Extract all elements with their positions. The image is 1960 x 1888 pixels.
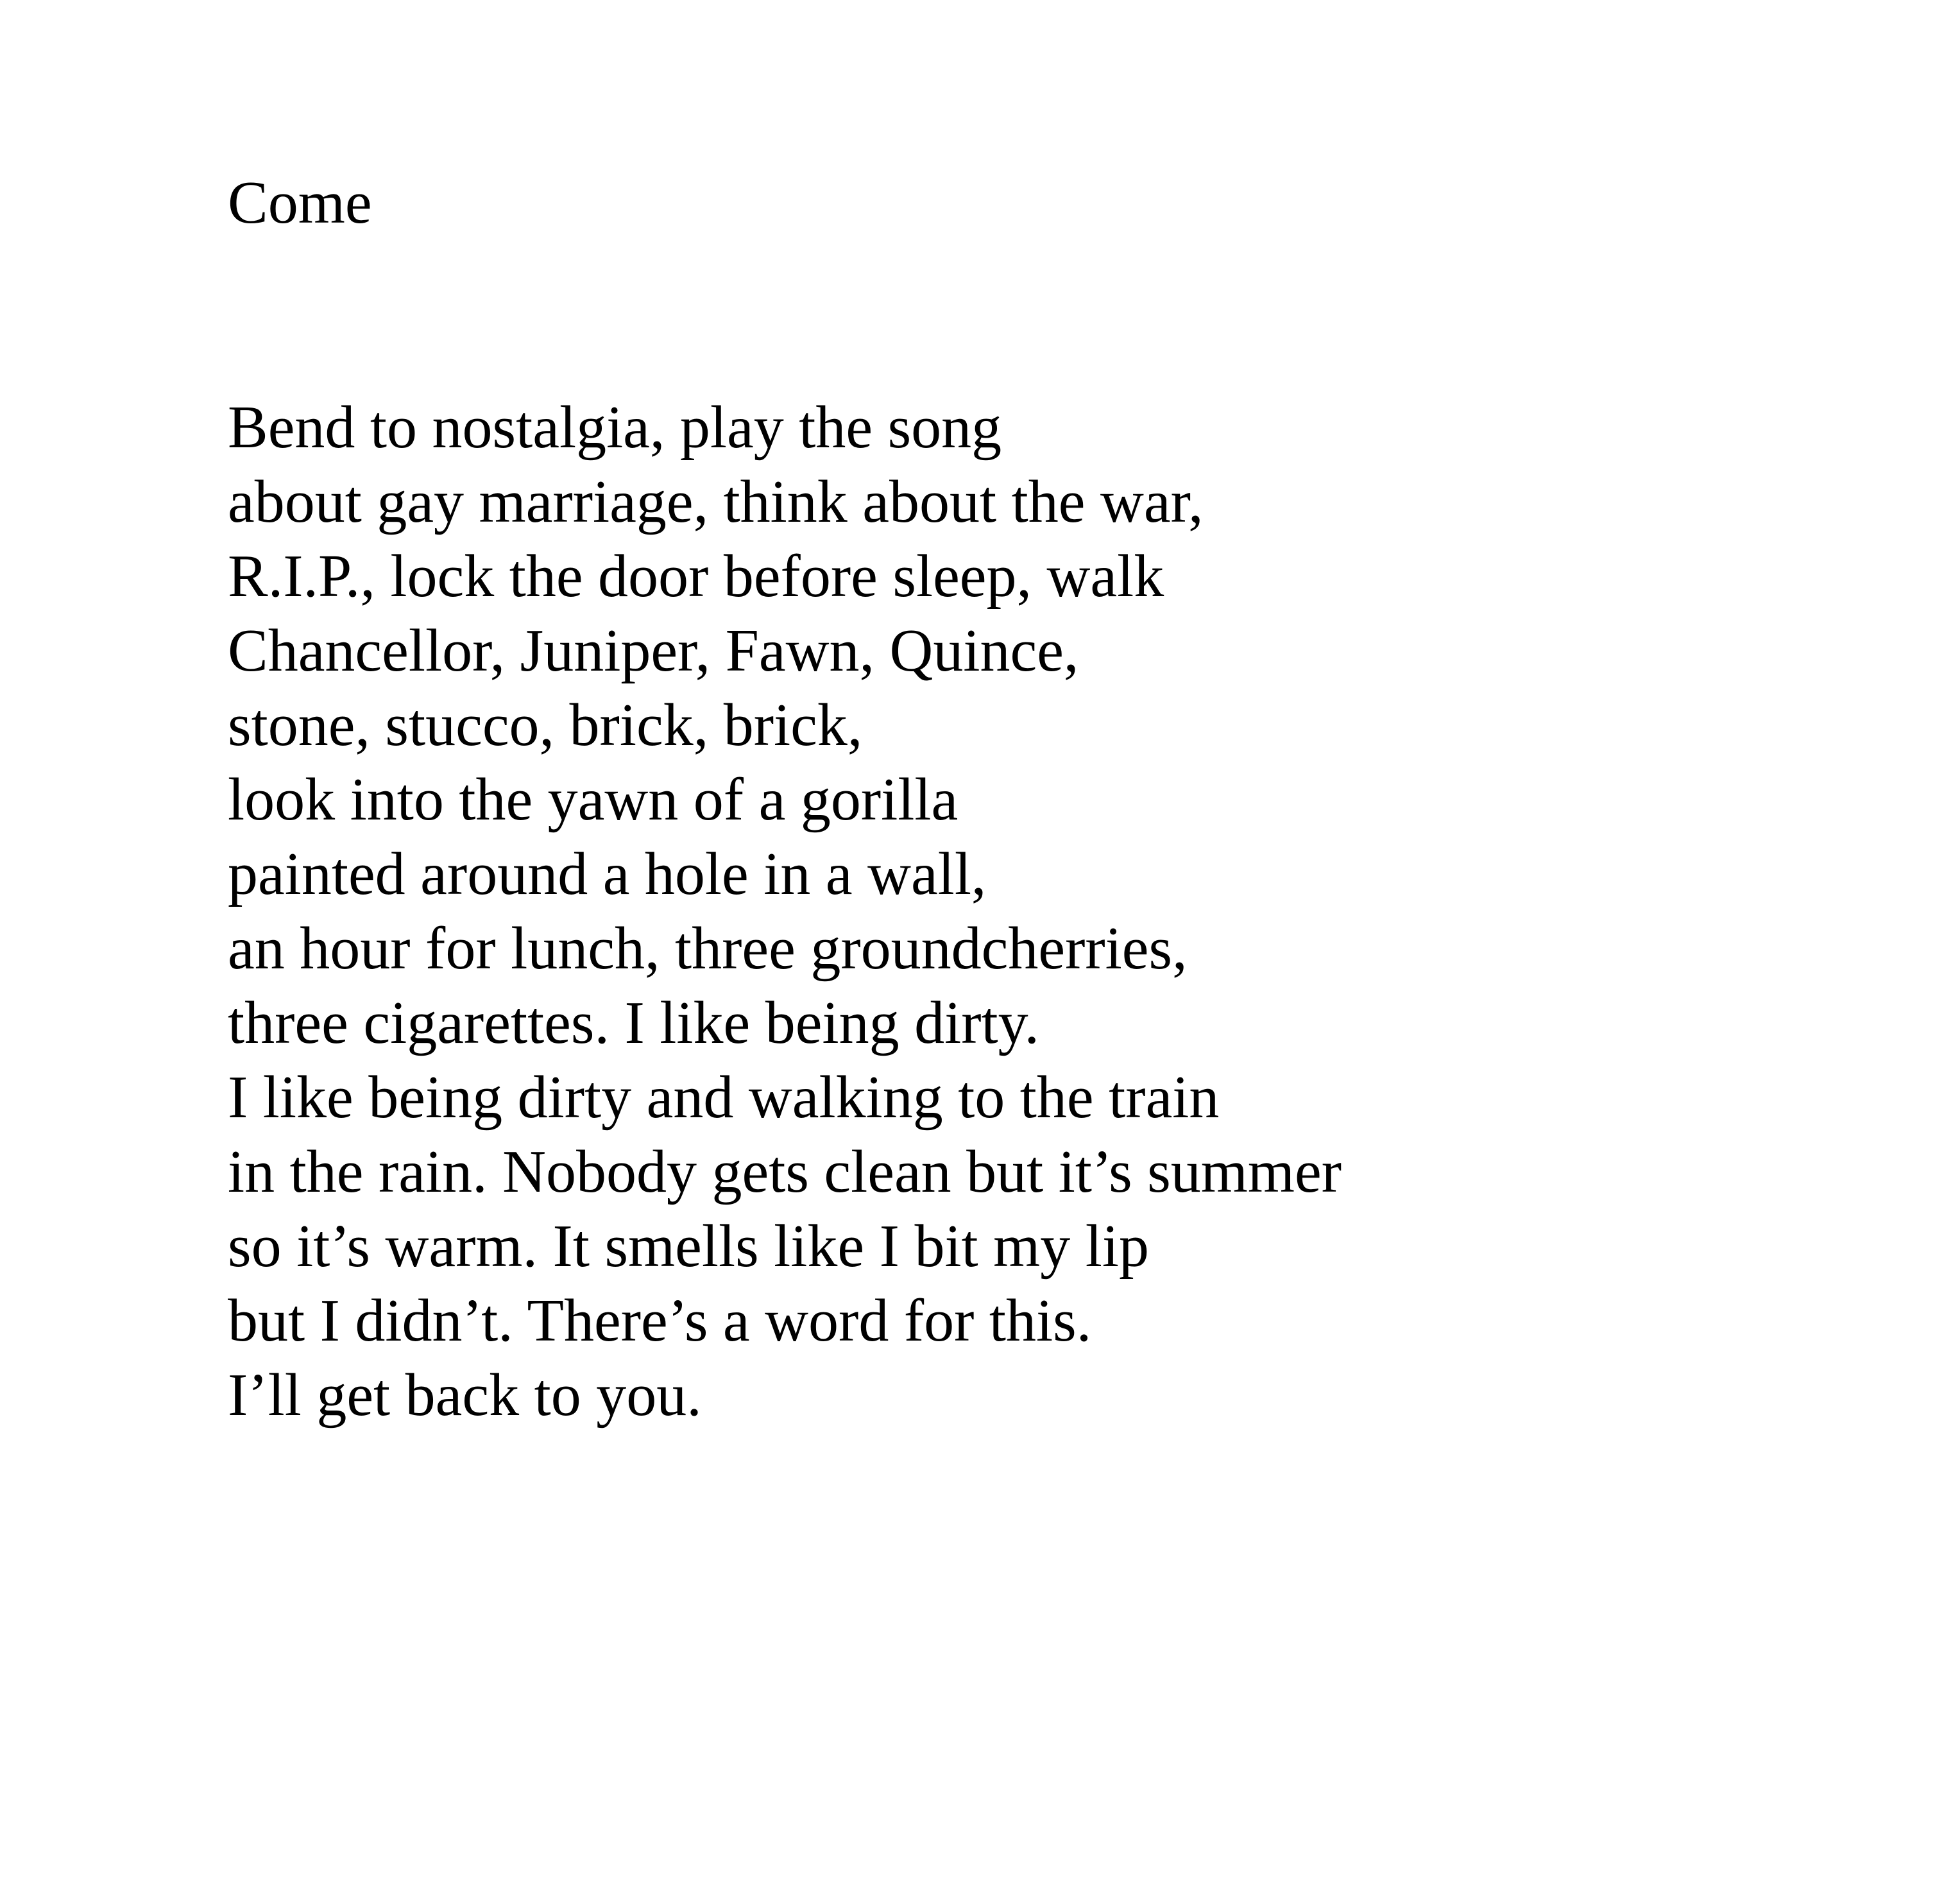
poem-line: R.I.P., lock the door before sleep, walk [228, 543, 1164, 610]
poem-line: an hour for lunch, three groundcherries, [228, 915, 1188, 982]
poem-line: in the rain. Nobody gets clean but it’s summer [228, 1138, 1342, 1205]
poem-line: look into the yawn of a gorilla [228, 766, 959, 833]
poem-line: Chancellor, Juniper, Fawn, Quince, [228, 617, 1079, 684]
poem-line: stone, stucco, brick, brick, [228, 692, 863, 759]
poem-line: so it’s warm. It smells like I bit my lip [228, 1213, 1150, 1280]
poem-line: three cigarettes. I like being dirty. [228, 990, 1040, 1056]
poem-line: about gay marriage, think about the war, [228, 468, 1204, 535]
poem-title: Come [228, 169, 372, 236]
poem-line: Bend to nostalgia, play the song [228, 394, 1002, 461]
poem-line: I like being dirty and walking to the train [228, 1064, 1220, 1131]
poem-body [228, 390, 1342, 1432]
poem-line: painted around a hole in a wall, [228, 841, 987, 907]
poem-line: but I didn’t. There’s a word for this. [228, 1287, 1092, 1354]
poem-line: I’ll get back to you. [228, 1362, 702, 1429]
